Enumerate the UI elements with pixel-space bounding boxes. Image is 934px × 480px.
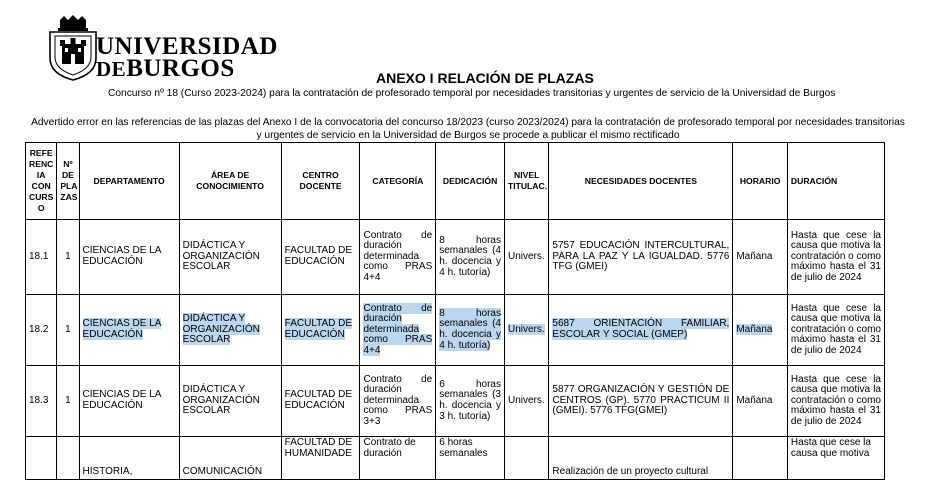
cell-horario [733, 295, 788, 366]
cell-centro: FACULTAD DE EDUCACIÓN [281, 366, 360, 437]
cell-num-plazas [57, 437, 79, 480]
correction-notice: Advertido error en las referencias de las plazas del Anexo I de la convocatoria del concurso 18/2023 (curso 2023/2024) para la contratación de profesorado temporal por necesidades transitorias y urgentes de servicio en la Universidad de Burgos se procede a publicar el mismo rectificado [31, 117, 905, 141]
highlighted-text: Mañana [736, 323, 773, 335]
cell-referencia: 18.3 [26, 366, 57, 437]
header-departamento: DEPARTAMENTO [79, 143, 179, 220]
cell-area: COMUNICACIÓN [179, 437, 281, 480]
cell-nivel: Univers. [504, 220, 548, 295]
cell-necesidades: Realización de un proyecto cultural [549, 437, 733, 480]
cell-categoria: Contrato de duración determinada como PRAS 3+3 [360, 366, 436, 437]
table-row [26, 220, 885, 295]
cell-departamento: HISTORIA, [79, 437, 179, 480]
highlighted-text: Univers. [507, 323, 545, 335]
cell-centro: FACULTAD DE HUMANIDADE [281, 437, 360, 480]
university-name-line2 [96, 55, 278, 82]
highlighted-text: FACULTAD DE EDUCACIÓN [284, 318, 353, 340]
cell-referencia: 18.2 [26, 295, 57, 366]
cell-num-plazas: 1 [57, 295, 79, 366]
cell-duracion: Hasta que cese la causa que motiva [787, 437, 884, 480]
cell-duracion: Hasta que cese la causa que motiva la contratación o como máximo hasta el 31 de julio de 2024 [787, 295, 884, 366]
table-header-row [26, 143, 885, 220]
plazas-table [25, 142, 885, 480]
cell-referencia: 18.1 [26, 220, 57, 295]
cell-dedicacion: 6 horas semanales (3 h. docencia y 3 h. tutoría) [436, 366, 505, 437]
cell-necesidades: 5757 EDUCACIÓN INTERCULTURAL, PARA LA PAZ Y LA IGUALDAD. 5776 TFG (GMEI) [549, 220, 733, 295]
cell-horario: Mañana [733, 220, 788, 295]
cell-referencia [26, 437, 57, 480]
header-dedicacion: DEDICACIÓN [436, 143, 505, 220]
cell-departamento: CIENCIAS DE LA EDUCACIÓN [79, 366, 179, 437]
cell-dedicacion [436, 295, 505, 366]
header-referencia: REFE RENC IA CON CURS O [26, 143, 57, 220]
university-name-line1: UNIVERSIDAD [96, 33, 278, 60]
cell-categoria: Contrato de duración determinada como PRAS 4+4 [360, 220, 436, 295]
university-name-city: BURGOS [126, 55, 235, 82]
highlighted-text: CIENCIAS DE LA EDUCACIÓN [82, 318, 162, 340]
cell-dedicacion: 6 horas semanales [436, 437, 505, 480]
cell-area: DIDÁCTICA Y ORGANIZACIÓN ESCOLAR [179, 366, 281, 437]
cell-num-plazas: 1 [57, 366, 79, 437]
cell-nivel [504, 295, 548, 366]
header-duracion: DURACIÓN [787, 143, 884, 220]
cell-nivel [504, 437, 548, 480]
document-subtitle: Concurso nº 18 (Curso 2023-2024) para la contratación de profesorado temporal por necesidades transitorias y urgentes de servicio de la Universidad de Burgos [108, 88, 836, 99]
cell-horario: Mañana [733, 366, 788, 437]
cell-area [179, 295, 281, 366]
cell-centro [281, 295, 360, 366]
header-area: ÁREA DE CONOCIMIENTO [179, 143, 281, 220]
cell-dedicacion: 8 horas semanales (4 h. docencia y 4 h. tutoría) [436, 220, 505, 295]
cell-categoria [360, 295, 436, 366]
university-name-de: DE [96, 57, 127, 81]
cell-duracion: Hasta que cese la causa que motiva la contratación o como máximo hasta el 31 de julio de 2024 [787, 220, 884, 295]
highlighted-text: Contrato de duración determinada como PRAS 4+4 [363, 302, 433, 356]
cell-departamento [79, 295, 179, 366]
cell-categoria: Contrato de duración [360, 437, 436, 480]
table-row [26, 295, 885, 366]
header-categoria: CATEGORÍA [360, 143, 436, 220]
header-horario: HORARIO [733, 143, 788, 220]
table-row [26, 437, 885, 480]
header-centro: CENTRO DOCENTE [281, 143, 360, 220]
highlighted-text: 5687 ORIENTACIÓN FAMILIAR, ESCOLAR Y SOCIAL (GMEP) [552, 318, 730, 340]
highlighted-text: 8 horas semanales (4 h. docencia y 4 h. tutoría) [439, 307, 501, 351]
university-crest-logo [42, 14, 104, 82]
cell-area: DIDÁCTICA Y ORGANIZACIÓN ESCOLAR [179, 220, 281, 295]
header-nivel: NIVEL TITULAC. [504, 143, 548, 220]
university-name [96, 33, 278, 82]
cell-num-plazas: 1 [57, 220, 79, 295]
header-num-plazas: Nº DE PLA ZAS [57, 143, 79, 220]
cell-departamento: CIENCIAS DE LA EDUCACIÓN [79, 220, 179, 295]
cell-nivel: Univers. [504, 366, 548, 437]
cell-necesidades: 5877 ORGANIZACIÓN Y GESTIÓN DE CENTROS (GP). 5770 PRACTICUM II (GMEI). 5776 TFG(GMEI) [549, 366, 733, 437]
header-necesidades: NECESIDADES DOCENTES [549, 143, 733, 220]
table-row [26, 366, 885, 437]
cell-necesidades [549, 295, 733, 366]
cell-centro: FACULTAD DE EDUCACIÓN [281, 220, 360, 295]
document-title: ANEXO I RELACIÓN DE PLAZAS [376, 70, 594, 86]
cell-duracion: Hasta que cese la causa que motiva la contratación o como máximo hasta el 31 de julio de 2024 [787, 366, 884, 437]
highlighted-text: DIDÁCTICA Y ORGANIZACIÓN ESCOLAR [182, 313, 260, 346]
cell-horario [733, 437, 788, 480]
